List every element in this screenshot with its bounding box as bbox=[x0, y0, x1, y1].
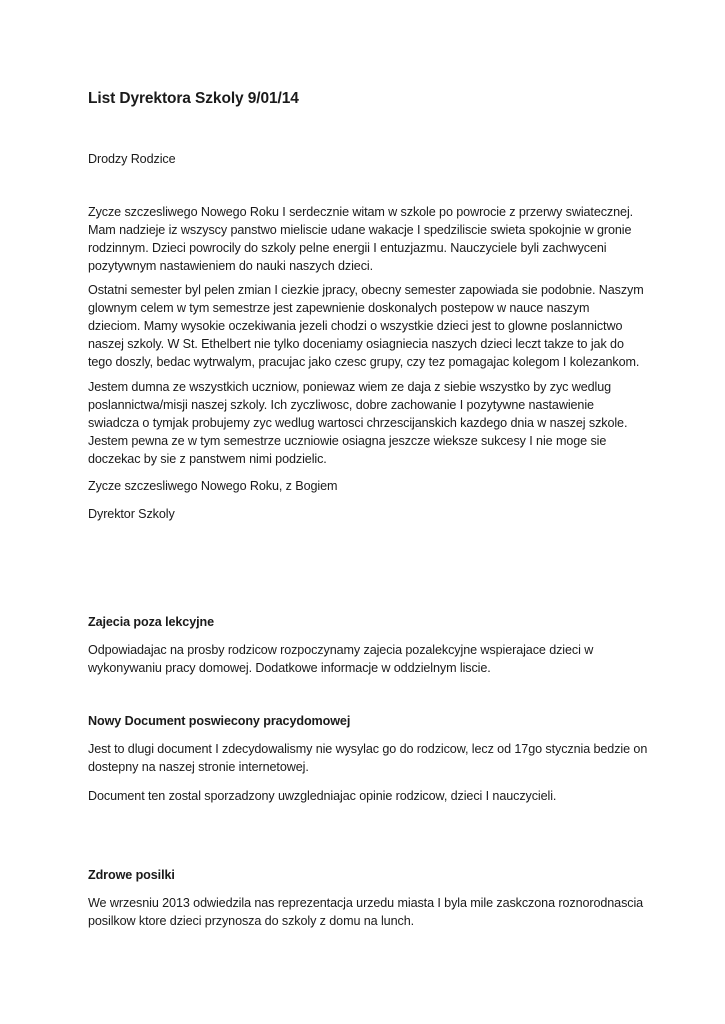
section-heading-homework: Nowy Document poswiecony pracydomowej bbox=[88, 714, 351, 728]
letter-signature: Dyrektor Szkoly bbox=[88, 507, 175, 521]
letter-paragraph-2: Ostatni semester byl pelen zmian I ciezkie jpracy, obecny semester zapowiada sie podobnie. Naszym glownym celem w tym semestrze jest zapewnienie doskonalych postepow w nauce naszym dzieciom. Mamy wysokie oczekiwania jezeli chodzi o wszystkie dzieci jest to glowne poslannictwo naszej szkoly. W St. Ethelbert nie tylko doceniamy osiagniecia naszych dzieci leczt takze to jak do tego doszly, bedac wytrwalym, pracujac jako czesc grupy, czy tez pomagajac kolegom I kolezankom. bbox=[88, 283, 644, 369]
letter-closing: Zycze szczesliwego Nowego Roku, z Bogiem bbox=[88, 479, 338, 493]
section-activities-paragraph-1: Odpowiadajac na prosby rodzicow rozpoczynamy zajecia pozalekcyjne wspierajace dzieci w wykonywaniu pracy domowej. Dodatkowe informacje w oddzielnym liscie. bbox=[88, 643, 594, 675]
letter-paragraph-1: Zycze szczesliwego Nowego Roku I serdecznie witam w szkole po powrocie z przerwy swiatecznej. Mam nadzieje iz wszyscy panstwo mieliscie udane wakacje I spedziliscie swieta spokojnie w gronie rodzinnym. Dzieci powrocily do szkoly pelne energii I entuzjazmu. Nauczyciele byli zachwyceni pozytywnym nastawieniem do nauki naszych dzieci. bbox=[88, 205, 634, 273]
section-homework-paragraph-2: Document ten zostal sporzadzony uwzgledniajac opinie rodzicow, dzieci I nauczycieli. bbox=[88, 789, 557, 803]
section-heading-activities: Zajecia poza lekcyjne bbox=[88, 615, 215, 629]
document-title: List Dyrektora Szkoly 9/01/14 bbox=[88, 90, 299, 107]
section-heading-meals: Zdrowe posilki bbox=[88, 868, 175, 882]
greeting: Drodzy Rodzice bbox=[88, 152, 176, 166]
letter-paragraph-3: Jestem dumna ze wszystkich uczniow, poniewaz wiem ze daja z siebie wszystko by zyc wedlug poslannictwa/misji naszej szkoly. Ich zyczliwosc, dobre zachowanie I pozytywne nastawienie swiadcza o tymjak probujemy zyc wedlug wartosci chrzescijanskich kazdego dnia w naszej szkole. Jestem pewna ze w tym semestrze uczniowie osiagna jeszcze wieksze sukcesy I nie moge sie doczekac by sie z panstwem nimi podzielic. bbox=[88, 380, 628, 466]
section-homework-paragraph-1: Jest to dlugi document I zdecydowalismy nie wysylac go do rodzicow, lecz od 17go stycznia bedzie on dostepny na naszej stronie internetowej. bbox=[88, 742, 648, 774]
section-meals-paragraph-1: We wrzesniu 2013 odwiedzila nas reprezentacja urzedu miasta I byla mile zaskczona roznorodnascia posilkow ktore dzieci przynosza do szkoly z domu na lunch. bbox=[88, 896, 644, 928]
